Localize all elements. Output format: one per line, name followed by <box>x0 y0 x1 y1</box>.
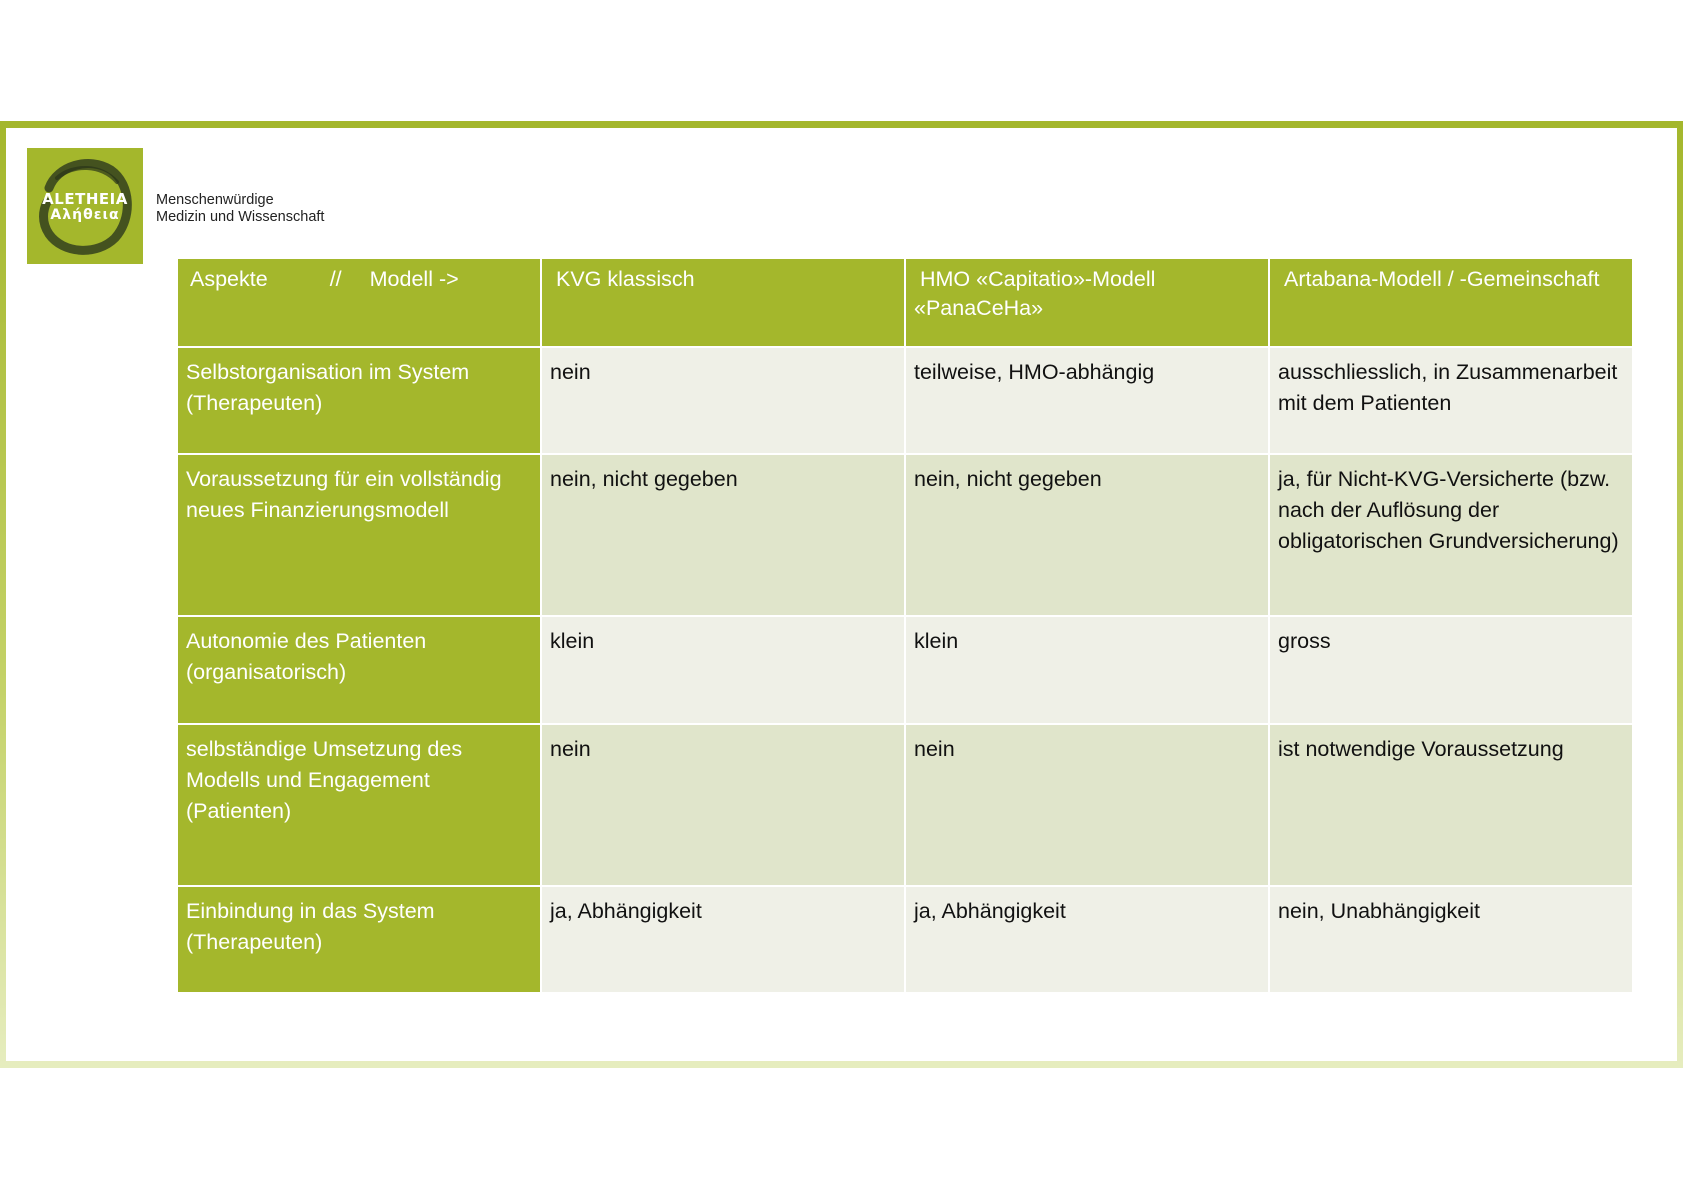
row-artabana-cell: nein, Unabhängigkeit <box>1269 886 1633 993</box>
tagline-line-2: Medizin und Wissenschaft <box>156 209 325 225</box>
header-model-label: Modell -> <box>369 267 459 291</box>
row-artabana-cell: gross <box>1269 616 1633 724</box>
row-artabana-cell: ja, für Nicht-KVG-Versicherte (bzw. nach der Auflösung der obligatorischen Grundversicherung) <box>1269 454 1633 616</box>
row-kvg-cell: nein <box>541 724 905 886</box>
row-hmo-cell: klein <box>905 616 1269 724</box>
table-header-row <box>177 258 1633 347</box>
row-aspect-cell: Autonomie des Patienten (organisatorisch) <box>177 616 541 724</box>
row-kvg-cell: nein <box>541 347 905 454</box>
row-aspect-cell: Selbstorganisation im System (Therapeuten) <box>177 347 541 454</box>
header-aspects-label: Aspekte <box>190 267 268 291</box>
header-hmo-line2: «PanaCeHa» <box>914 296 1044 320</box>
aletheia-logo <box>27 148 143 264</box>
row-aspect-cell: Einbindung in das System (Therapeuten) <box>177 886 541 993</box>
header-cell-aspects <box>177 258 541 347</box>
table-row <box>177 724 1633 886</box>
header-cell-kvg <box>541 258 905 347</box>
table-row <box>177 886 1633 993</box>
row-hmo-cell: nein <box>905 724 1269 886</box>
row-artabana-cell: ausschliesslich, in Zusammenarbeit mit dem Patienten <box>1269 347 1633 454</box>
row-hmo-cell: teilweise, HMO-abhängig <box>905 347 1269 454</box>
logo-text-latin: ALETHEIA <box>42 190 128 208</box>
row-hmo-cell: ja, Abhängigkeit <box>905 886 1269 993</box>
brand-tagline <box>156 192 324 226</box>
tagline-line-1: Menschenwürdige <box>156 192 274 208</box>
table-row <box>177 616 1633 724</box>
row-artabana-cell: ist notwendige Voraussetzung <box>1269 724 1633 886</box>
header-kvg-label: KVG klassisch <box>556 267 695 291</box>
row-aspect-cell: selbständige Umsetzung des Modells und Engagement (Patienten) <box>177 724 541 886</box>
table-row <box>177 454 1633 616</box>
header-separator: // <box>329 267 342 291</box>
row-aspect-cell: Voraussetzung für ein vollständig neues Finanzierungsmodell <box>177 454 541 616</box>
header-cell-artabana <box>1269 258 1633 347</box>
header-artabana-label: Artabana-Modell / -Gemeinschaft <box>1284 267 1600 291</box>
header-hmo-line1: HMO «Capitatio»-Modell <box>920 267 1156 291</box>
logo-text-greek: Αλήθεια <box>50 207 120 223</box>
row-hmo-cell: nein, nicht gegeben <box>905 454 1269 616</box>
row-kvg-cell: klein <box>541 616 905 724</box>
comparison-table <box>176 257 1634 994</box>
header-cell-hmo <box>905 258 1269 347</box>
row-kvg-cell: ja, Abhängigkeit <box>541 886 905 993</box>
table-row <box>177 347 1633 454</box>
row-kvg-cell: nein, nicht gegeben <box>541 454 905 616</box>
